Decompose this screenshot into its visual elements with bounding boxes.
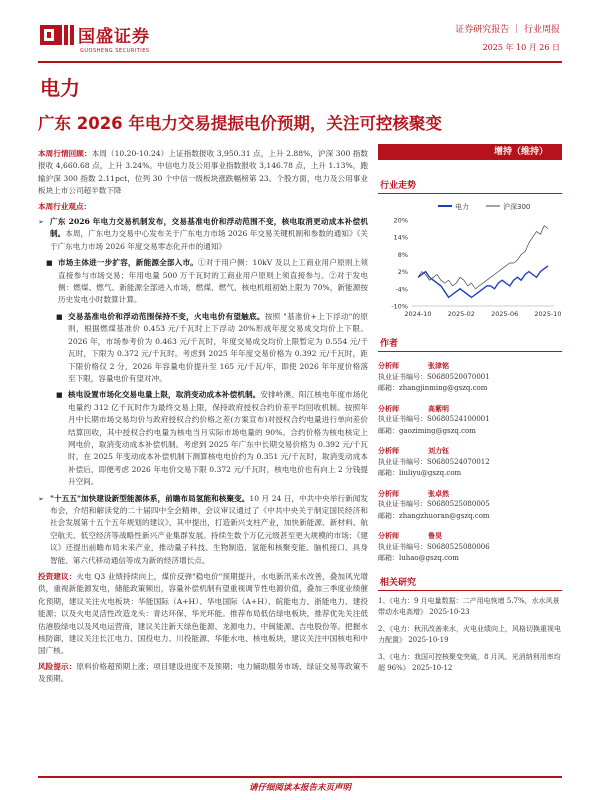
y-tick-label: -4% xyxy=(395,285,408,294)
footer-divider xyxy=(38,776,562,778)
x-tick-label: 2025-06 xyxy=(491,310,519,318)
related-item[interactable]: 1、《电力：9 月电量数据：二产用电恢增 5.7%，水水风景带动水电高增》 2025-10-23 xyxy=(378,596,560,616)
series-line-csi300 xyxy=(418,226,548,289)
author-name: 张津铭 xyxy=(428,361,449,370)
author-name: 鲁昊 xyxy=(428,531,442,540)
x-tick-label: 2025-10 xyxy=(534,310,562,318)
sidebar xyxy=(378,144,562,675)
header xyxy=(0,0,600,62)
bullet-text: 10 月 24 日，中共中央举行新闻发布会，介绍和解读党的二十届四中全会精神。会议审议通过了《中共中央关于制定国民经济和社会发展第十五个五年规划的建议》，其中提出，打造新兴支柱产业，加快新能源、新材料、航空航天、低空经济等战略性新兴产业集群发展。持续生数个万亿元级甚至更大规模的市场；《建议》还提出前瞻布局未来产业，推动量子科技、生物制造、氢能和核聚变能、脑机接口、具身智能、第六代移动通信等成为新的经济增长点。 xyxy=(50,493,368,565)
logo-mark-icon xyxy=(40,23,74,47)
author-cert: 执业证书编号：S0680524100001 xyxy=(378,415,490,423)
subbullet-lead: 核电设置市场化交易电量上限，取消变动成本补偿机制。 xyxy=(68,390,261,400)
legend-label: 电力 xyxy=(455,203,469,211)
related-item[interactable]: 3、《电力：我国可控核聚变突破，8 月风、光消纳利用率均超 96%》 2025-10-12 xyxy=(378,652,561,672)
bullet-icon: ➢ xyxy=(38,218,44,227)
author-email[interactable]: 邮箱：zhangzhuoran@gszq.com xyxy=(378,511,490,520)
x-tick-label: 2024-10 xyxy=(404,310,432,318)
footer-text[interactable]: 请仔细阅读本报告末页声明 xyxy=(248,783,351,793)
logo xyxy=(40,22,150,47)
x-tick-label: 2025-02 xyxy=(447,310,475,318)
author-entry xyxy=(378,403,562,438)
legend-label: 沪深300 xyxy=(503,203,531,211)
investment-advice-label: 投资建议： xyxy=(38,572,77,581)
author-email[interactable]: 邮箱：luhao@gszq.com xyxy=(378,554,459,562)
weekly-review-label: 本周行情回顾： xyxy=(38,149,92,158)
y-tick-label: 2% xyxy=(397,268,408,277)
subbullet-text: 按照 "基准价+上下浮动"的原则，根据燃煤基准价 0.453 元/千瓦时上下浮动 20%形成年度交易成交均价上下限。2026 年，市场参考价为 0.463 元/千瓦时，年度交易成交均价上限暂定为 0.554 元/千瓦时，下限为 0.372 元/千瓦时。考虑到 2025 年年度交易价格为 0.392 元/千瓦时，距下限价格仅 2 分，2026 年容量电价提升至 165 元/千瓦/年，即使 2026 年年度价格落至下限，容量电价有望对冲。 xyxy=(68,311,369,383)
authors-title: 作者 xyxy=(378,336,562,352)
risk-warning xyxy=(38,661,368,686)
weekly-view-label xyxy=(38,201,368,213)
series-line-power xyxy=(418,266,548,298)
main-content xyxy=(38,148,368,689)
subbullet-text: ①对于用户侧：10kV 及以上工商业用户原则上须直接参与市场交易；年用电量 500 万千瓦时的工商业用户原则上须直接参与。②对于发电侧：燃煤、燃气、新能源全部进入市场，燃煤、燃气、核电机组初始上限为 70%，新能源按历史发电小时数算计算。 xyxy=(58,258,368,305)
trend-title: 行业走势 xyxy=(378,178,562,194)
weekly-review-text: 本周（10.20-10.24）上证指数报收 3,950.31 点，上升 2.88%，沪深 300 指数报收 4,660.68 点，上升 3.24%。中信电力及公用事业指数报收 3,146.78 点，上升 1.13%，跑输沪深 300 指数 2.11pct，位列 30 个中信一级板块涨跌幅榜第 23。个股方面，电力及公用事业板块上市公司超半数下降 xyxy=(38,149,369,196)
author-cert: 执业证书编号：S0680520070001 xyxy=(378,372,490,381)
y-tick-label: 8% xyxy=(397,250,408,259)
author-email[interactable]: 邮箱：gaoziming@gszq.com xyxy=(378,426,476,435)
bullet-lead: 广东 2026 年电力交易机制发布，交易基准电价和浮动范围不变，核电取消更动成本补偿机制。 xyxy=(50,217,368,239)
square-bullet-icon: ■ xyxy=(46,259,53,268)
author-entry xyxy=(378,488,562,523)
author-name: 刘力钰 xyxy=(428,446,449,455)
report-type: 证券研究报告 ｜ 行业周报 xyxy=(455,25,560,35)
author-cert: 执业证书编号：S0680525080006 xyxy=(378,542,490,551)
subbullet-lead: 交易基准电价和浮动范围保持不变，火电电价有望触底。 xyxy=(68,311,265,321)
report-date: 2025 年 10 月 26 日 xyxy=(482,43,560,52)
y-tick-label: 14% xyxy=(393,233,408,242)
bullet-icon: ➢ xyxy=(38,494,44,503)
author-entry xyxy=(378,360,562,395)
author-role: 分析师 xyxy=(378,488,399,498)
y-tick-label: -10% xyxy=(391,302,408,311)
weekly-view-label-text: 本周行业观点： xyxy=(38,201,92,211)
subbullet-text: 安排岭澳、阳江核电年度市场化电量约 312 亿千瓦时作为最终交易上限，保持政府授权合约价差平均回收机制。按照年月中长期市场交易均价与政府授权合约价格之差(方案宣布)对授权合约电量进行单向差价结算回收，其中授权合约电量为核电当月实际市场电量的 90%。合约价格为核电核定上网电价，取消变动成本补偿机制。考虑到 2025 年广东中长期交易价格为 0.392 元/千瓦时，在 2025 年变动成本补偿机制下测算核电电价约为 0.351 元/千瓦时，取消变动成本补偿后，即便考虑 2026 年电价交易下限 0.372 元/千瓦时，核电电价也有向上 2 分钱提升空间。 xyxy=(68,390,369,487)
author-name: 张卓然 xyxy=(428,488,449,498)
author-email[interactable]: 邮箱：liuliyu@gszq.com xyxy=(378,469,462,477)
author-role: 分析师 xyxy=(378,403,399,413)
authors-list xyxy=(378,360,562,565)
report-title: 广东 2026 年电力交易提振电价预期，关注可控核聚变 xyxy=(38,114,442,133)
subbullet-lead: 市场主体进一步扩容，新能源全部入市。 xyxy=(58,258,199,268)
subbullet-market-expansion xyxy=(46,257,368,307)
rating-badge: 增持（维持） xyxy=(378,144,562,160)
bullet-text: 本周，广东电力交易中心发布关于广东电力市场 2026 年交易关键机制和参数的通知》《关于广东电力市场 2026 年度交易零态化开市的通知》 xyxy=(50,229,368,251)
square-bullet-icon: ■ xyxy=(56,391,63,400)
bullet-guangdong xyxy=(38,216,368,253)
header-divider xyxy=(38,61,562,63)
bullet-15th-plan xyxy=(38,493,368,567)
related-title: 相关研究 xyxy=(378,575,562,591)
bullet-lead: "十五五"加快建设新型能源体系，前瞻布局氢能和核聚变。 xyxy=(50,493,250,503)
trend-chart-svg xyxy=(378,198,562,328)
risk-warning-text: 原料价格超预期上涨；项目建设进度不及预期；电力辅助服务市场、绿证交易等政策不及预期。 xyxy=(38,661,369,684)
author-role: 分析师 xyxy=(378,531,399,540)
risk-warning-label: 风险提示： xyxy=(38,661,77,671)
industry-name: 电力 xyxy=(40,76,80,100)
subbullet-nuclear xyxy=(56,389,368,488)
author-cert: 执业证书编号：S0680524070012 xyxy=(378,457,490,466)
author-name: 高紫明 xyxy=(428,403,449,413)
subbullet-base-price xyxy=(56,311,368,385)
author-email[interactable]: 邮箱：zhangjinming@gszq.com xyxy=(378,384,488,392)
trend-chart xyxy=(378,198,562,328)
author-entry xyxy=(378,445,562,480)
author-entry xyxy=(378,530,562,565)
weekly-review xyxy=(38,148,368,198)
square-bullet-icon: ■ xyxy=(56,312,63,321)
investment-advice-text: 火电 Q3 业绩持续向上，煤价反弹"稳电价"预期提升，水电新汛来水改善，叠加风光增供，重视新能源发电，储能政策频出，容量补偿机制有望重视调节性电源价值，叠加三季度业绩催化预期，建议关注火电板块：华能国际（A+H）、华电国际（A+H）、皖能电力、浙能电力、建投能源；以及火电灵活性改造龙头：青达环保、华光环能。推荐布局低估绿电板块，推荐优先关注低估港股绿电以及风电运营商，建议关注新天绿色能源、龙源电力、中闽能源、吉电股份等。把握水核防御，建议关注长江电力、国投电力、川投能源、华能水电、核电板块，建议关注中国核电和中国广核。 xyxy=(38,572,369,656)
related-item[interactable]: 2、《电力：秋汛改善来水，火电业绩向上，风格切换重视电力配置》 2025-10-19 xyxy=(378,624,561,644)
investment-advice xyxy=(38,571,368,658)
author-cert: 执业证书编号：S0680525080005 xyxy=(378,500,490,508)
related-list xyxy=(378,596,562,675)
author-role: 分析师 xyxy=(378,361,399,370)
logo-text: 国盛证券 xyxy=(78,27,150,47)
y-tick-label: 20% xyxy=(393,216,408,225)
logo-subtitle: GUOSHENG SECURITIES xyxy=(80,48,150,54)
author-role: 分析师 xyxy=(378,446,399,455)
